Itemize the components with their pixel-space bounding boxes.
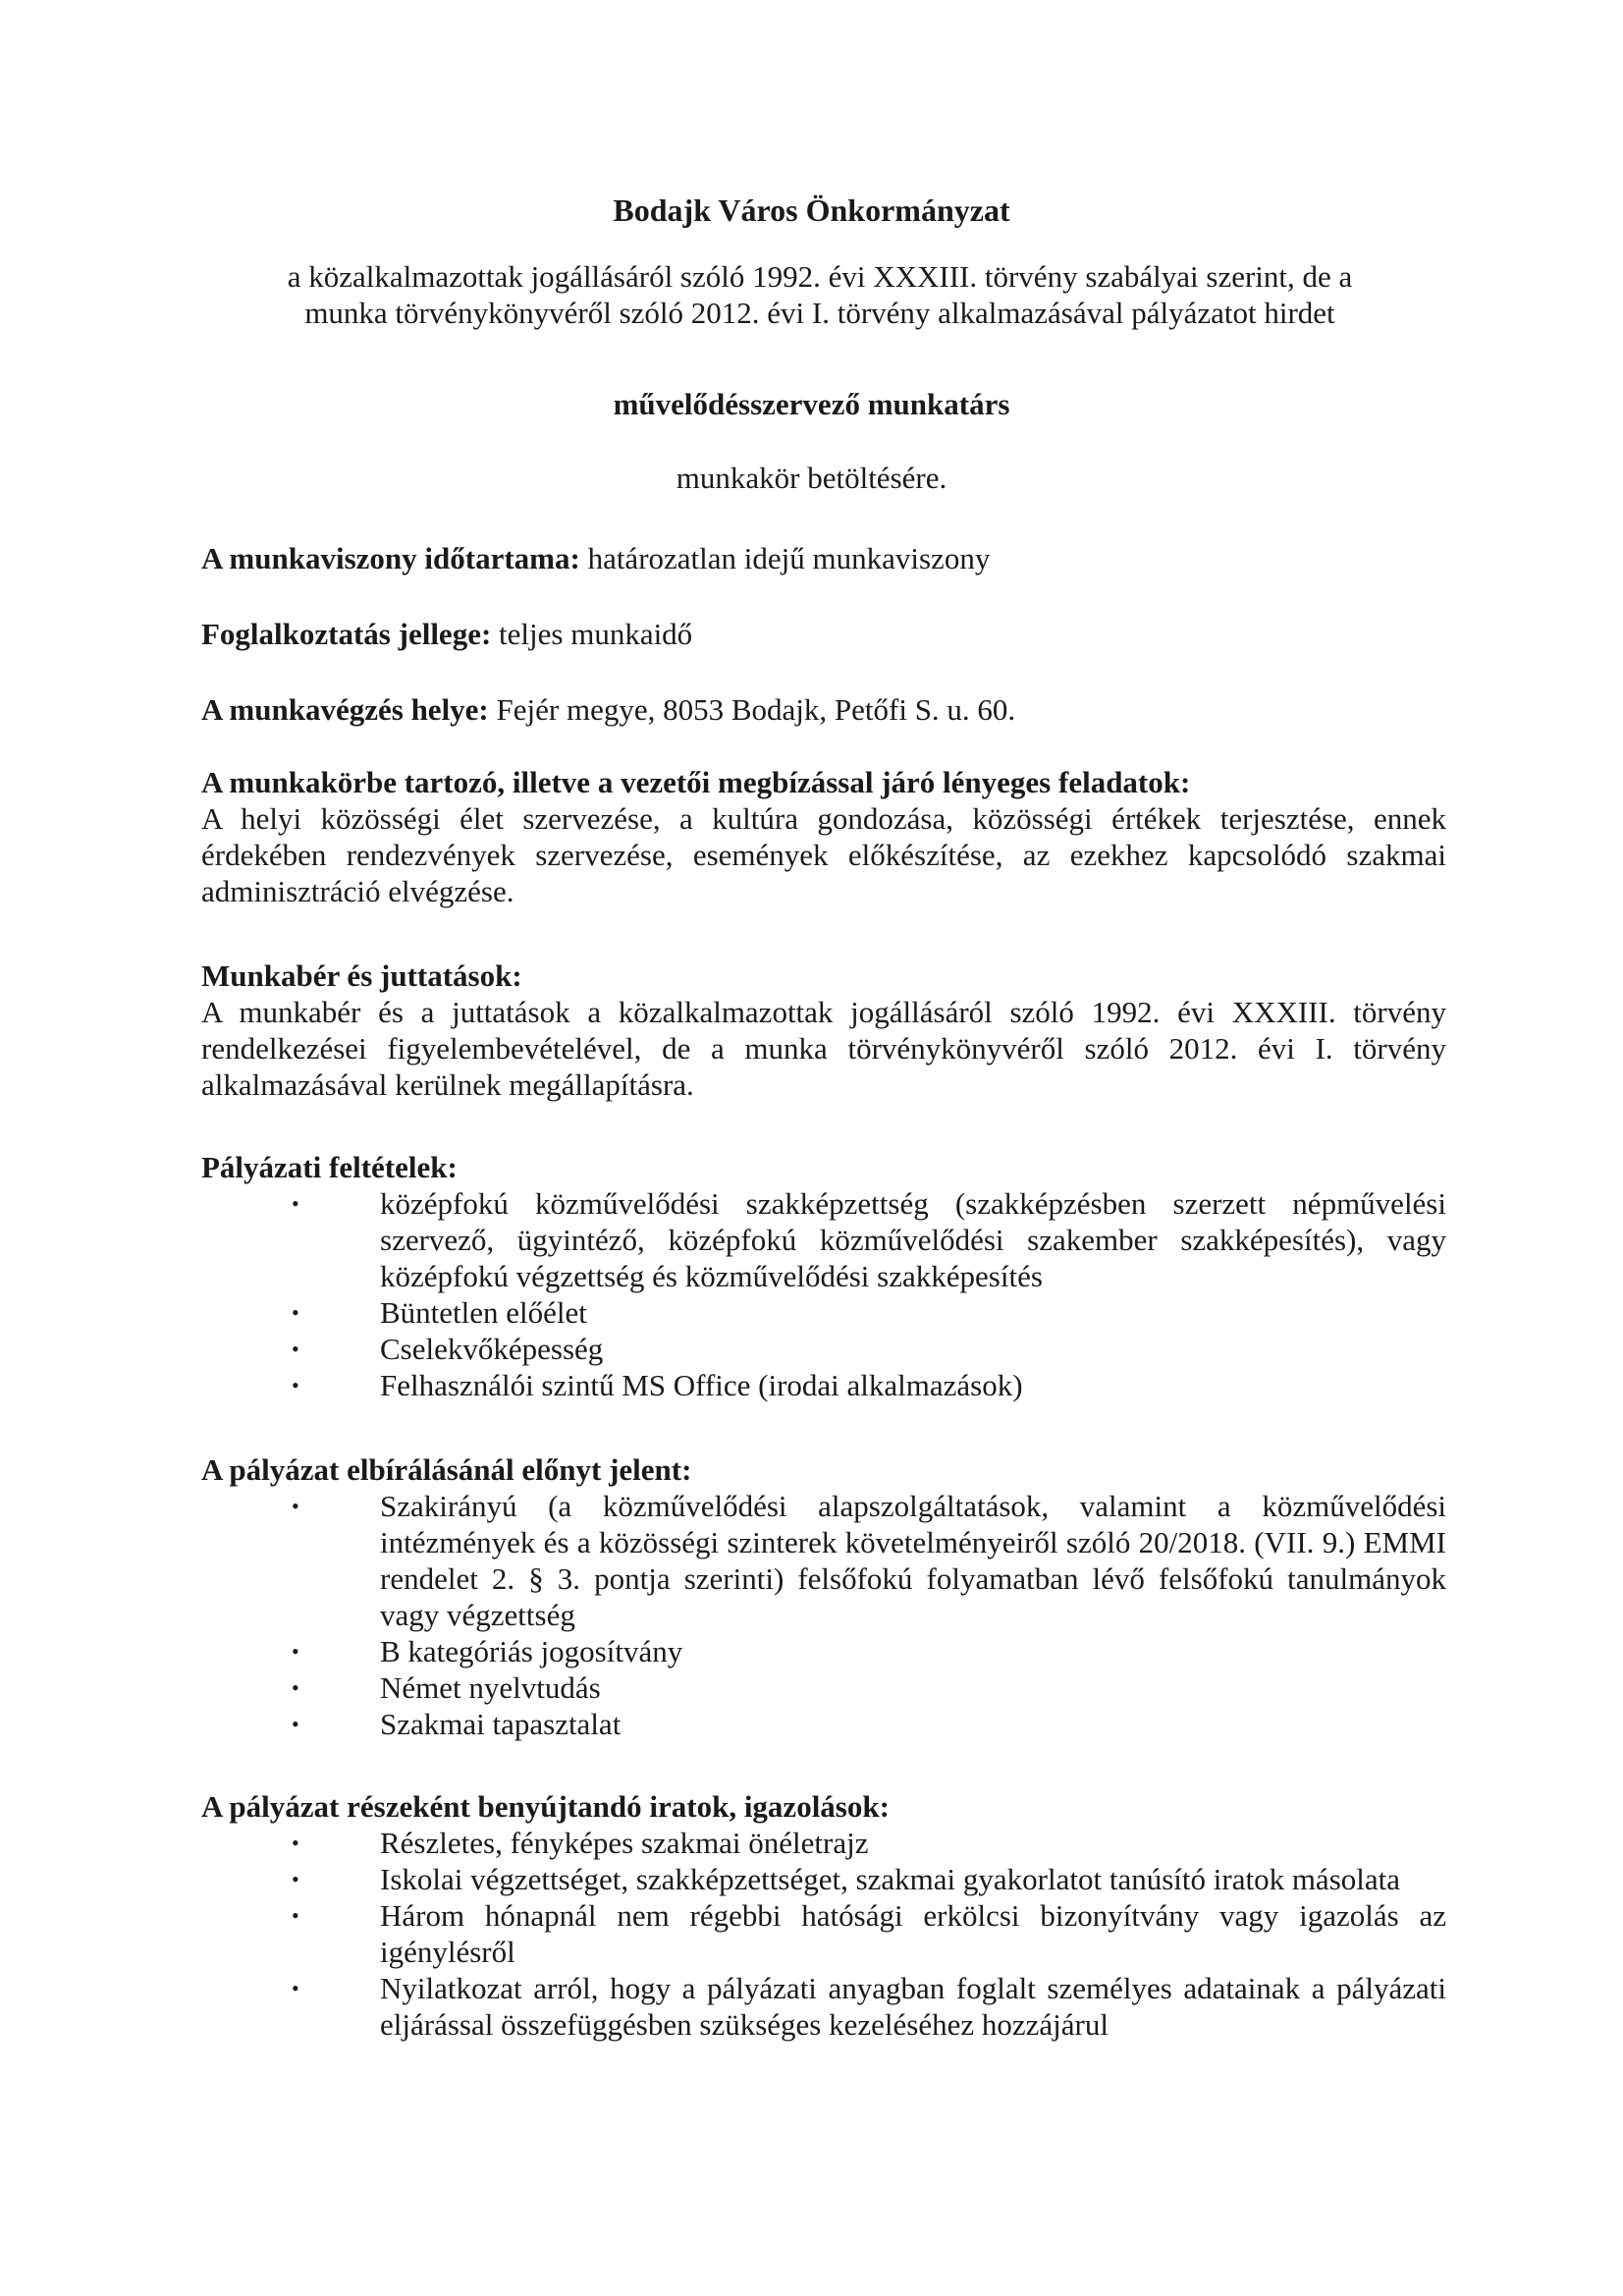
field-label: Foglalkoztatás jellege:: [201, 617, 492, 651]
list-item-text: Nyilatkozat arról, hogy a pályázati anyagban foglalt személyes adatainak a pályázati eljárással összefüggésben szükséges kezeléséhez hozzájárul: [380, 1971, 1446, 2042]
requirements-section: [201, 1149, 1446, 1403]
list-item: [201, 1669, 1446, 1706]
bullet-icon: •: [292, 1976, 299, 2000]
advantages-list: [201, 1488, 1446, 1742]
document-title: Bodajk Város Önkormányzat: [613, 192, 1010, 228]
bullet-icon: •: [292, 1373, 299, 1397]
salary-text: A munkabér és a juttatások a közalkalmazottak jogállásáról szóló 1992. évi XXXIII. törvény rendelkezései figyelembevételével, de a munka törvénykönyvéről szóló 2012. évi I. törvény alkalmazásával kerülnek megállapításra.: [201, 995, 1446, 1102]
field-value: határozatlan idejű munkaviszony: [579, 541, 991, 575]
list-item-text: Szakmai tapasztalat: [380, 1707, 622, 1741]
field-value: Fejér megye, 8053 Bodajk, Petőfi S. u. 60.: [488, 692, 1016, 727]
intro-paragraph: a közalkalmazottak jogállásáról szóló 1992. évi XXXIII. törvény szabályai szerint, de a munka törvénykönyvéről szóló 2012. évi I. törvény alkalmazásával pályázatot hirdet: [287, 259, 1353, 330]
bullet-icon: •: [292, 1675, 299, 1700]
duties-text: A helyi közösségi élet szervezése, a kultúra gondozása, közösségi értékek terjesztése, ennek érdekében rendezvények szervezése, események előkészítése, az ezekhez kapcsolódó szakmai adminisztráció elvégzése.: [201, 801, 1446, 908]
field-employment-duration: [201, 540, 1448, 576]
bullet-icon: •: [292, 1867, 299, 1891]
documents-heading: A pályázat részeként benyújtandó iratok, igazolások:: [201, 1789, 890, 1824]
advantages-section: [201, 1451, 1446, 1742]
list-item-text: Cselekvőképesség: [380, 1332, 604, 1366]
bullet-icon: •: [292, 1712, 299, 1736]
requirements-list: [201, 1185, 1446, 1403]
list-item: [201, 1706, 1446, 1742]
salary-heading: Munkabér és juttatások:: [201, 958, 522, 993]
documents-section: [201, 1788, 1446, 2043]
list-item: [201, 1367, 1446, 1403]
list-item: [201, 1861, 1446, 1897]
position-title: művelődésszervező munkatárs: [613, 387, 1010, 421]
documents-list: [201, 1825, 1446, 2043]
salary-section: [201, 957, 1446, 1103]
list-item-text: B kategóriás jogosítvány: [380, 1634, 683, 1668]
bullet-icon: •: [292, 1639, 299, 1664]
position-subtitle: munkakör betöltésére.: [676, 461, 947, 495]
list-item-text: középfokú közművelődési szakképzettség (szakképzésben szerzett népművelési szervező, ügyintéző, középfokú közművelődési szakember szakképesítés), vagy középfokú végzettség és közművelődési szakképesítés: [380, 1186, 1446, 1293]
bullet-icon: •: [292, 1831, 299, 1855]
field-value: teljes munkaidő: [491, 617, 693, 651]
bullet-icon: •: [292, 1337, 299, 1361]
list-item-text: Felhasználói szintű MS Office (irodai alkalmazások): [380, 1368, 1023, 1402]
field-employment-type: [201, 616, 1448, 652]
list-item: [201, 1294, 1446, 1331]
list-item-text: Három hónapnál nem régebbi hatósági erkölcsi bizonyítvány vagy igazolás az igénylésről: [380, 1898, 1446, 1969]
field-workplace: [201, 691, 1448, 728]
list-item-text: Szakirányú (a közművelődési alapszolgáltatások, valamint a közművelődési intézmények és a közösségi szinterek követelményeiről szóló 20/2018. (VII. 9.) EMMI rendelet 2. § 3. pontja szerinti) felsőfokú folyamatban lévő felsőfokú tanulmányok vagy végzettség: [380, 1489, 1446, 1632]
list-item: [201, 1185, 1446, 1294]
bullet-icon: •: [292, 1494, 299, 1518]
requirements-heading: Pályázati feltételek:: [201, 1150, 458, 1184]
list-item: [201, 1970, 1446, 2043]
list-item-text: Német nyelvtudás: [380, 1670, 601, 1705]
advantages-heading: A pályázat elbírálásánál előnyt jelent:: [201, 1452, 692, 1487]
bullet-icon: •: [292, 1903, 299, 1928]
field-label: A munkavégzés helye:: [201, 692, 489, 727]
list-item: [201, 1897, 1446, 1970]
list-item-text: Büntetlen előélet: [380, 1295, 587, 1330]
list-item-text: Részletes, fényképes szakmai önéletrajz: [380, 1826, 869, 1860]
duties-heading: A munkakörbe tartozó, illetve a vezetői megbízással járó lényeges feladatok:: [201, 765, 1191, 799]
duties-section: [201, 764, 1446, 909]
list-item: [201, 1331, 1446, 1367]
bullet-icon: •: [292, 1191, 299, 1216]
list-item: [201, 1633, 1446, 1669]
field-label: A munkaviszony időtartama:: [201, 541, 580, 575]
bullet-icon: •: [292, 1300, 299, 1325]
list-item: [201, 1488, 1446, 1633]
list-item-text: Iskolai végzettséget, szakképzettséget, szakmai gyakorlatot tanúsító iratok másolata: [380, 1862, 1400, 1896]
list-item: [201, 1825, 1446, 1861]
